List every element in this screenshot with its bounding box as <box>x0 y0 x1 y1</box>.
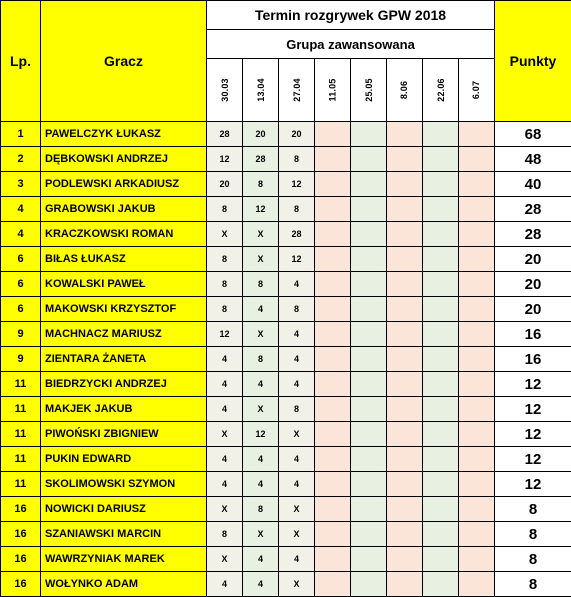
score-cell: 8 <box>207 297 243 322</box>
date-header <box>351 59 387 122</box>
score-cell <box>315 547 351 572</box>
rank-cell: 11 <box>1 397 41 422</box>
score-cell <box>423 297 459 322</box>
score-cell: 20 <box>207 172 243 197</box>
score-cell <box>387 147 423 172</box>
player-name-cell: MAKOWSKI KRZYSZTOF <box>41 297 207 322</box>
score-cell <box>387 172 423 197</box>
score-cell <box>351 497 387 522</box>
rank-cell: 11 <box>1 472 41 497</box>
score-cell <box>459 147 495 172</box>
score-cell <box>387 247 423 272</box>
total-points-cell: 20 <box>495 247 571 272</box>
score-cell <box>459 422 495 447</box>
player-name-cell: BIEDRZYCKI ANDRZEJ <box>41 372 207 397</box>
table-row <box>1 172 571 197</box>
score-cell <box>459 547 495 572</box>
score-cell <box>315 222 351 247</box>
player-name-cell: KRACZKOWSKI ROMAN <box>41 222 207 247</box>
score-cell <box>351 297 387 322</box>
score-cell: X <box>279 422 315 447</box>
score-cell <box>423 147 459 172</box>
score-cell: 8 <box>243 272 279 297</box>
points-header: Punkty <box>495 1 571 122</box>
score-cell <box>423 372 459 397</box>
total-points-cell: 28 <box>495 197 571 222</box>
total-points-cell: 12 <box>495 422 571 447</box>
score-cell <box>351 147 387 172</box>
rank-cell: 11 <box>1 372 41 397</box>
total-points-cell: 20 <box>495 297 571 322</box>
score-cell <box>459 522 495 547</box>
score-cell <box>351 422 387 447</box>
score-cell <box>315 272 351 297</box>
rank-cell: 11 <box>1 422 41 447</box>
score-cell <box>459 347 495 372</box>
rank-cell: 11 <box>1 447 41 472</box>
score-cell: 12 <box>243 422 279 447</box>
player-name-cell: MAKJEK JAKUB <box>41 397 207 422</box>
score-cell: 8 <box>207 247 243 272</box>
date-label: 27.04 <box>292 78 302 102</box>
score-cell: 4 <box>243 297 279 322</box>
score-cell <box>459 572 495 597</box>
player-name-cell: PIWOŃSKI ZBIGNIEW <box>41 422 207 447</box>
score-cell: 20 <box>243 122 279 147</box>
score-cell: 4 <box>207 397 243 422</box>
score-cell <box>423 522 459 547</box>
lp-header: Lp. <box>1 1 41 122</box>
score-cell: 4 <box>243 472 279 497</box>
total-points-cell: 20 <box>495 272 571 297</box>
score-cell <box>351 172 387 197</box>
score-cell <box>351 122 387 147</box>
total-points-cell: 8 <box>495 497 571 522</box>
score-cell <box>387 497 423 522</box>
score-cell: X <box>207 497 243 522</box>
score-cell: 12 <box>207 322 243 347</box>
score-cell <box>387 472 423 497</box>
score-cell <box>351 472 387 497</box>
score-cell: 4 <box>207 572 243 597</box>
table-row <box>1 322 571 347</box>
score-cell <box>351 197 387 222</box>
rank-cell: 16 <box>1 522 41 547</box>
table-row <box>1 522 571 547</box>
date-label: 22.06 <box>436 78 446 102</box>
score-cell: 8 <box>243 172 279 197</box>
score-cell: 4 <box>279 547 315 572</box>
score-cell <box>459 297 495 322</box>
table-row <box>1 272 571 297</box>
score-cell <box>315 322 351 347</box>
score-cell: 4 <box>279 372 315 397</box>
score-cell: 8 <box>279 147 315 172</box>
score-cell: X <box>279 522 315 547</box>
date-header <box>279 59 315 122</box>
score-cell <box>387 347 423 372</box>
player-name-cell: WOŁYNKO ADAM <box>41 572 207 597</box>
score-cell: 8 <box>279 397 315 422</box>
score-cell <box>387 397 423 422</box>
total-points-cell: 8 <box>495 572 571 597</box>
score-cell: 4 <box>279 272 315 297</box>
score-cell <box>351 547 387 572</box>
score-cell <box>459 122 495 147</box>
rank-cell: 6 <box>1 272 41 297</box>
score-cell: 4 <box>243 572 279 597</box>
score-cell <box>423 472 459 497</box>
table-row <box>1 472 571 497</box>
score-cell <box>351 322 387 347</box>
rank-cell: 9 <box>1 322 41 347</box>
rank-cell: 16 <box>1 547 41 572</box>
player-name-cell: GRABOWSKI JAKUB <box>41 197 207 222</box>
page-title: Termin rozgrywek GPW 2018 <box>207 1 495 30</box>
score-cell <box>351 522 387 547</box>
score-cell <box>387 222 423 247</box>
score-cell <box>459 472 495 497</box>
player-name-cell: BIŁAS ŁUKASZ <box>41 247 207 272</box>
date-label: 6.07 <box>472 81 482 99</box>
player-name-cell: PODLEWSKI ARKADIUSZ <box>41 172 207 197</box>
score-cell: 4 <box>207 372 243 397</box>
rank-cell: 6 <box>1 247 41 272</box>
rank-cell: 4 <box>1 197 41 222</box>
rank-cell: 2 <box>1 147 41 172</box>
player-name-cell: PAWELCZYK ŁUKASZ <box>41 122 207 147</box>
score-cell <box>423 572 459 597</box>
table-row <box>1 147 571 172</box>
score-cell: 4 <box>207 447 243 472</box>
total-points-cell: 48 <box>495 147 571 172</box>
score-cell <box>315 572 351 597</box>
table-body <box>1 122 571 597</box>
score-cell: 4 <box>279 322 315 347</box>
table-row <box>1 372 571 397</box>
score-cell <box>351 447 387 472</box>
score-cell <box>459 322 495 347</box>
score-cell <box>387 422 423 447</box>
score-cell <box>423 322 459 347</box>
score-cell: X <box>243 522 279 547</box>
score-cell <box>387 372 423 397</box>
table-row <box>1 547 571 572</box>
score-cell <box>351 372 387 397</box>
total-points-cell: 8 <box>495 522 571 547</box>
date-label: 11.05 <box>328 78 338 101</box>
total-points-cell: 8 <box>495 547 571 572</box>
score-cell <box>423 222 459 247</box>
rank-cell: 3 <box>1 172 41 197</box>
total-points-cell: 68 <box>495 122 571 147</box>
score-cell <box>315 247 351 272</box>
score-cell <box>387 572 423 597</box>
table-row <box>1 197 571 222</box>
player-name-cell: WAWRZYNIAK MAREK <box>41 547 207 572</box>
date-label: 30.03 <box>220 78 230 102</box>
rank-cell: 1 <box>1 122 41 147</box>
table-row <box>1 347 571 372</box>
score-cell <box>423 422 459 447</box>
score-cell <box>423 122 459 147</box>
score-cell <box>351 347 387 372</box>
score-cell <box>459 272 495 297</box>
score-cell <box>423 247 459 272</box>
score-cell <box>351 272 387 297</box>
table-row <box>1 572 571 597</box>
score-cell <box>459 447 495 472</box>
score-cell: X <box>279 572 315 597</box>
total-points-cell: 40 <box>495 172 571 197</box>
date-header <box>459 59 495 122</box>
score-cell: 4 <box>207 472 243 497</box>
player-name-cell: SZANIAWSKI MARCIN <box>41 522 207 547</box>
score-cell: 4 <box>279 347 315 372</box>
date-header <box>315 59 351 122</box>
score-cell <box>423 497 459 522</box>
score-cell <box>315 172 351 197</box>
score-cell: 4 <box>243 547 279 572</box>
score-cell: 8 <box>243 497 279 522</box>
table-row <box>1 397 571 422</box>
score-cell <box>423 347 459 372</box>
score-cell <box>315 147 351 172</box>
score-cell <box>315 347 351 372</box>
score-cell: 8 <box>279 297 315 322</box>
score-cell: 4 <box>207 347 243 372</box>
player-name-cell: NOWICKI DARIUSZ <box>41 497 207 522</box>
player-name-cell: KOWALSKI PAWEŁ <box>41 272 207 297</box>
score-cell <box>387 322 423 347</box>
table-header <box>1 1 571 122</box>
player-name-cell: ZIENTARA ŻANETA <box>41 347 207 372</box>
total-points-cell: 28 <box>495 222 571 247</box>
score-cell <box>459 397 495 422</box>
score-cell: X <box>243 247 279 272</box>
date-header <box>423 59 459 122</box>
score-cell <box>459 247 495 272</box>
score-cell: 20 <box>279 122 315 147</box>
score-cell: 4 <box>279 472 315 497</box>
table-row <box>1 297 571 322</box>
score-cell <box>423 397 459 422</box>
date-header <box>207 59 243 122</box>
score-cell: X <box>243 397 279 422</box>
score-cell <box>387 297 423 322</box>
table-row <box>1 222 571 247</box>
player-name-cell: DĘBKOWSKI ANDRZEJ <box>41 147 207 172</box>
score-cell <box>351 222 387 247</box>
score-cell: X <box>207 547 243 572</box>
rank-cell: 16 <box>1 572 41 597</box>
date-header <box>243 59 279 122</box>
score-cell: 12 <box>279 172 315 197</box>
table-row <box>1 422 571 447</box>
score-cell: 8 <box>207 522 243 547</box>
score-cell: 12 <box>207 147 243 172</box>
score-cell <box>387 547 423 572</box>
date-label: 25.05 <box>364 78 374 102</box>
score-cell <box>315 197 351 222</box>
score-cell <box>387 272 423 297</box>
score-cell: X <box>243 322 279 347</box>
score-cell: 8 <box>207 197 243 222</box>
score-cell <box>315 297 351 322</box>
score-cell <box>315 497 351 522</box>
score-cell <box>315 447 351 472</box>
score-cell <box>423 547 459 572</box>
score-cell <box>351 247 387 272</box>
score-cell: 12 <box>243 197 279 222</box>
score-cell <box>315 122 351 147</box>
rank-cell: 16 <box>1 497 41 522</box>
total-points-cell: 12 <box>495 397 571 422</box>
score-cell: 28 <box>207 122 243 147</box>
score-cell: X <box>279 497 315 522</box>
score-cell <box>315 522 351 547</box>
score-cell <box>351 397 387 422</box>
score-cell: 28 <box>243 147 279 172</box>
score-cell <box>423 197 459 222</box>
score-cell: 4 <box>243 447 279 472</box>
score-cell: 8 <box>243 347 279 372</box>
score-cell: 12 <box>279 247 315 272</box>
score-cell <box>459 197 495 222</box>
player-name-cell: PUKIN EDWARD <box>41 447 207 472</box>
total-points-cell: 12 <box>495 472 571 497</box>
score-cell: 8 <box>207 272 243 297</box>
total-points-cell: 16 <box>495 347 571 372</box>
player-name-cell: SKOLIMOWSKI SZYMON <box>41 472 207 497</box>
rank-cell: 4 <box>1 222 41 247</box>
score-cell <box>423 447 459 472</box>
total-points-cell: 12 <box>495 447 571 472</box>
score-cell <box>315 397 351 422</box>
score-cell: 4 <box>243 372 279 397</box>
score-cell <box>387 447 423 472</box>
date-header <box>387 59 423 122</box>
score-cell: X <box>243 222 279 247</box>
score-cell <box>459 222 495 247</box>
score-cell <box>351 572 387 597</box>
score-cell <box>315 372 351 397</box>
score-cell: X <box>207 422 243 447</box>
score-cell: 8 <box>279 197 315 222</box>
table-row <box>1 247 571 272</box>
score-cell <box>459 497 495 522</box>
total-points-cell: 12 <box>495 372 571 397</box>
date-label: 8.06 <box>399 81 409 99</box>
score-cell <box>459 172 495 197</box>
score-cell: 4 <box>279 447 315 472</box>
table-row <box>1 497 571 522</box>
player-name-cell: MACHNACZ MARIUSZ <box>41 322 207 347</box>
score-cell <box>459 372 495 397</box>
table-row <box>1 122 571 147</box>
group-subtitle: Grupa zawansowana <box>207 30 495 59</box>
score-cell <box>387 122 423 147</box>
total-points-cell: 16 <box>495 322 571 347</box>
score-cell <box>387 522 423 547</box>
rank-cell: 6 <box>1 297 41 322</box>
table-row <box>1 447 571 472</box>
player-header: Gracz <box>41 1 207 122</box>
score-cell <box>315 472 351 497</box>
score-cell <box>423 272 459 297</box>
rank-cell: 9 <box>1 347 41 372</box>
score-cell <box>423 172 459 197</box>
score-cell <box>315 422 351 447</box>
date-label: 13.04 <box>256 78 266 102</box>
score-cell: 28 <box>279 222 315 247</box>
score-cell <box>387 197 423 222</box>
score-cell: X <box>207 222 243 247</box>
